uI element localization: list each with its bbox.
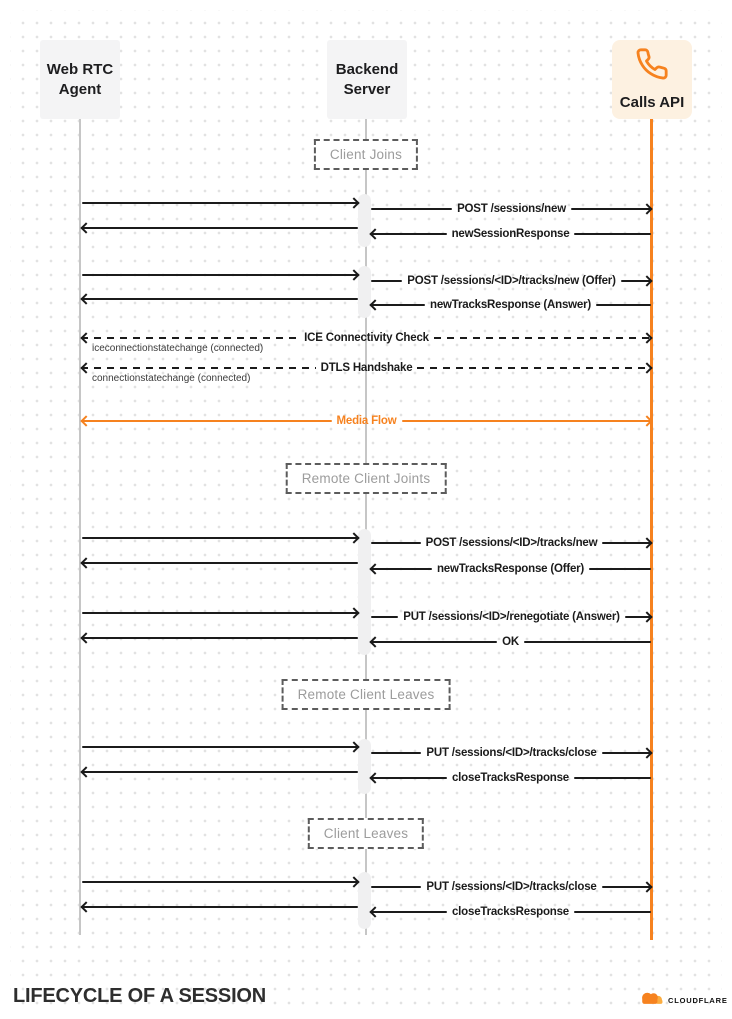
arrow-agent-to-backend	[82, 270, 358, 280]
cloudflare-logo	[638, 990, 728, 1010]
note-iceconnectionstatechange: iceconnectionstatechange (connected)	[92, 343, 264, 354]
arrow-post-tracks-new: POST /sessions/<ID>/tracks/new	[371, 538, 651, 548]
cloudflare-wordmark: CLOUDFLARE	[668, 995, 728, 1005]
arrow-close-tracks-response: closeTracksResponse	[371, 907, 651, 917]
arrow-put-tracks-close: PUT /sessions/<ID>/tracks/close	[371, 882, 651, 892]
activation-bar	[358, 739, 371, 794]
arrow-new-session-response: newSessionResponse	[371, 229, 651, 239]
actor-box-calls-api	[612, 40, 692, 119]
arrow-agent-to-backend	[82, 742, 358, 752]
section-label-client-joins: Client Joins	[314, 139, 418, 170]
phone-icon	[635, 47, 669, 87]
arrow-agent-to-backend	[82, 877, 358, 887]
activation-bar	[358, 194, 371, 247]
arrow-new-tracks-response-answer: newTracksResponse (Answer)	[371, 300, 651, 310]
actor-label-line: Web RTC	[46, 60, 114, 78]
arrow-ice-connectivity-check: ICE Connectivity Check	[82, 333, 651, 343]
note-connectionstatechange: connectionstatechange (connected)	[92, 373, 251, 384]
actor-box-web-rtc-agent	[40, 40, 120, 119]
diagram-canvas	[10, 10, 728, 1009]
arrow-agent-to-backend	[82, 533, 358, 543]
activation-bar	[358, 266, 371, 318]
lifeline-calls-api	[650, 119, 653, 940]
arrow-backend-to-agent	[82, 294, 358, 304]
section-label-remote-client-leaves: Remote Client Leaves	[282, 679, 451, 710]
arrow-close-tracks-response: closeTracksResponse	[371, 773, 651, 783]
arrow-media-flow: Media Flow	[82, 416, 651, 426]
arrow-agent-to-backend	[82, 608, 358, 618]
cloudflare-cloud-icon	[638, 990, 665, 1010]
arrow-put-tracks-close: PUT /sessions/<ID>/tracks/close	[371, 748, 651, 758]
actor-label-line: Backend	[335, 60, 399, 78]
actor-box-backend-server	[327, 40, 407, 119]
arrow-backend-to-agent	[82, 558, 358, 568]
arrow-dtls-handshake: DTLS Handshake	[82, 363, 651, 373]
page-title: LIFECYCLE OF A SESSION	[13, 985, 267, 1007]
arrow-backend-to-agent	[82, 767, 358, 777]
actor-label-line: Server	[343, 80, 391, 98]
lifeline-web-rtc-agent	[79, 119, 81, 935]
arrow-ok: OK	[371, 637, 651, 647]
arrow-post-sessions-new: POST /sessions/new	[371, 204, 651, 214]
arrow-agent-to-backend	[82, 198, 358, 208]
arrow-backend-to-agent	[82, 223, 358, 233]
activation-bar	[358, 529, 371, 655]
actor-label: Calls API	[619, 93, 685, 111]
activation-bar	[358, 872, 371, 929]
section-label-client-leaves: Client Leaves	[308, 818, 424, 849]
actor-label-line: Agent	[58, 80, 102, 98]
arrow-put-renegotiate-answer: PUT /sessions/<ID>/renegotiate (Answer)	[371, 612, 651, 622]
arrow-new-tracks-response-offer: newTracksResponse (Offer)	[371, 564, 651, 574]
arrow-backend-to-agent	[82, 633, 358, 643]
arrow-post-tracks-new-offer: POST /sessions/<ID>/tracks/new (Offer)	[371, 276, 651, 286]
section-label-remote-client-joins: Remote Client Joints	[286, 463, 447, 494]
arrow-backend-to-agent	[82, 902, 358, 912]
